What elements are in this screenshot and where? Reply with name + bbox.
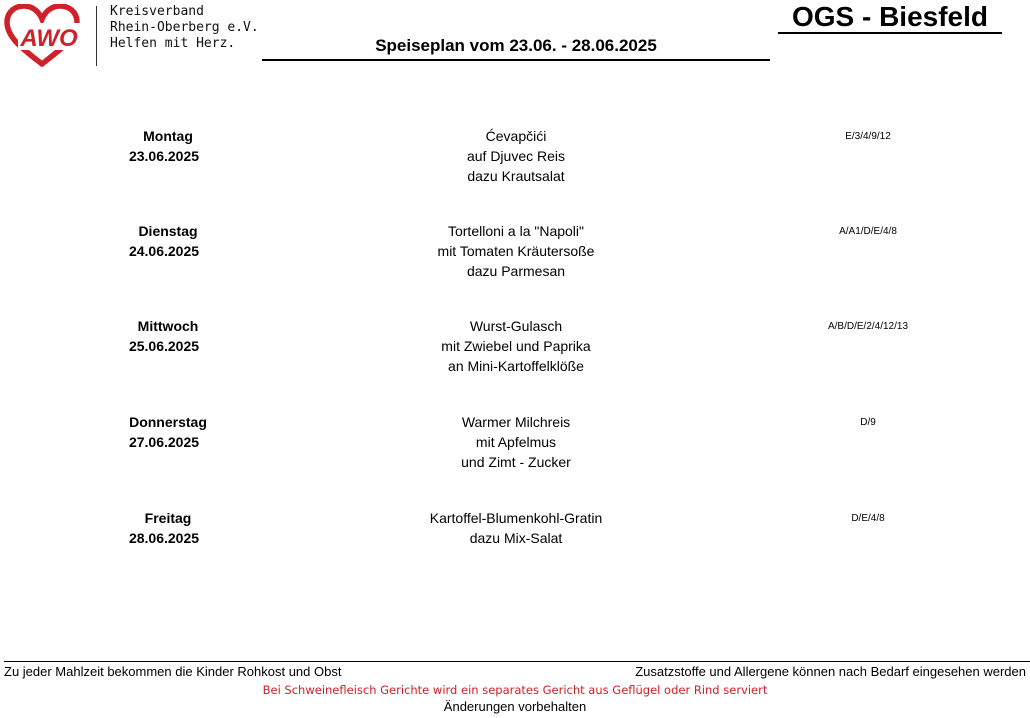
dish-line: dazu Krautsalat xyxy=(467,168,565,184)
day-date: 23.06.2025 xyxy=(128,148,200,164)
allergen-codes: D/9 xyxy=(860,417,876,428)
dish-line: dazu Mix-Salat xyxy=(469,530,563,546)
footer-left-note: Zu jeder Mahlzeit bekommen die Kinder Rohkost und Obst xyxy=(4,664,342,679)
organization-name xyxy=(110,4,259,52)
org-line: Helfen mit Herz. xyxy=(110,36,236,51)
dish-line: Ćevapčići xyxy=(485,128,547,144)
footer-divider xyxy=(4,661,1030,662)
dish-line: Kartoffel-Blumenkohl-Gratin xyxy=(429,510,603,526)
day-date: 25.06.2025 xyxy=(128,338,200,354)
allergen-codes: A/B/D/E/2/4/12/13 xyxy=(827,321,909,332)
day-date: 27.06.2025 xyxy=(128,434,200,450)
dish-line: auf Djuvec Reis xyxy=(466,148,566,164)
page-title: Speiseplan vom 23.06. - 28.06.2025 xyxy=(262,34,770,61)
awo-logo xyxy=(4,4,82,68)
allergen-codes: A/A1/D/E/4/8 xyxy=(839,226,897,237)
day-name: Dienstag xyxy=(138,223,198,239)
day-name: Donnerstag xyxy=(129,414,207,430)
org-line: Rhein-Oberberg e.V. xyxy=(110,20,259,35)
dish-line: mit Tomaten Kräutersoße xyxy=(437,243,595,259)
dish-line: mit Zwiebel und Paprika xyxy=(441,338,591,354)
dish-line: und Zimt - Zucker xyxy=(461,454,571,470)
day-date: 28.06.2025 xyxy=(128,530,200,546)
dish-line: an Mini-Kartoffelklöße xyxy=(448,358,584,374)
dish-line: Warmer Milchreis xyxy=(461,414,571,430)
logo-text: AWO xyxy=(20,25,78,52)
footer-pork-notice: Bei Schweinefleisch Gerichte wird ein separates Gericht aus Geflügel oder Rind serviert xyxy=(262,683,768,697)
day-date: 24.06.2025 xyxy=(128,243,200,259)
allergen-codes: E/3/4/9/12 xyxy=(845,131,891,142)
footer-changes-note: Änderungen vorbehalten xyxy=(443,699,587,714)
dish-line: Tortelloni a la "Napoli" xyxy=(447,223,584,239)
dish-line: mit Apfelmus xyxy=(475,434,557,450)
heart-logo-icon xyxy=(4,4,82,68)
day-name: Mittwoch xyxy=(137,318,199,334)
logo-divider xyxy=(96,6,97,66)
day-name: Montag xyxy=(143,128,193,144)
dish-line: Wurst-Gulasch xyxy=(469,318,563,334)
footer-right-note: Zusatzstoffe und Allergene können nach Bedarf eingesehen werden xyxy=(635,664,1026,679)
org-line: Kreisverband xyxy=(110,4,204,19)
dish-line: dazu Parmesan xyxy=(466,263,566,279)
day-name: Freitag xyxy=(144,510,192,526)
allergen-codes: D/E/4/8 xyxy=(851,513,885,524)
location-title: OGS - Biesfeld xyxy=(778,2,1002,34)
